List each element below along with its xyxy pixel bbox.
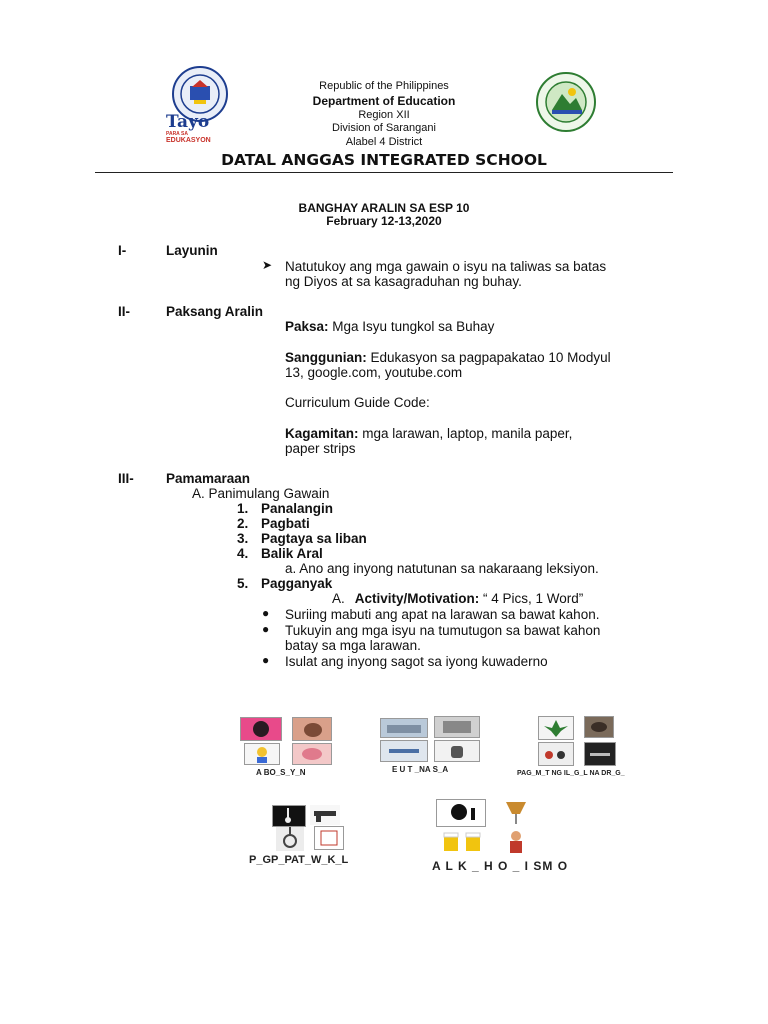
sanggunian-label: Sanggunian: xyxy=(285,350,367,365)
wine-glass-icon xyxy=(496,798,536,828)
step-2-label: Pagbati xyxy=(261,516,310,531)
step-4a: a. Ano ang inyong natutunan sa nakaraang leksiyon. xyxy=(285,561,599,576)
puzzle-3-pic-d xyxy=(584,742,616,766)
puzzle-4-pic-b xyxy=(310,805,340,825)
puzzle-2-clue: E U T _NA S_A xyxy=(392,765,449,774)
bullet-dot-icon: ● xyxy=(262,606,270,620)
sanggunian-line-2: 13, google.com, youtube.com xyxy=(285,365,463,380)
puzzle-5-pic-b xyxy=(496,798,536,828)
bullet-3: Isulat ang inyong sagot sa iyong kuwaderno xyxy=(285,654,548,669)
step-3-label: Pagtaya sa liban xyxy=(261,531,367,546)
sanggunian-line xyxy=(285,350,611,365)
step-5-label: Pagganyak xyxy=(261,576,333,591)
silhouette-icon xyxy=(241,718,281,740)
paksa-line xyxy=(285,319,494,334)
arrow-bullet-icon: ➤ xyxy=(262,258,273,272)
activity-line xyxy=(332,591,583,606)
pills-icon xyxy=(539,743,573,765)
puzzle-1-pic-d xyxy=(292,743,332,765)
baby-icon xyxy=(293,744,331,764)
drinker-icon xyxy=(437,800,485,826)
puzzle-3-pic-c xyxy=(538,742,574,766)
header-republic: Republic of the Philippines xyxy=(319,80,449,92)
plan-title: BANGHAY ARALIN SA ESP 10 xyxy=(298,201,470,215)
kagamitan-value: mga larawan, laptop, manila paper, xyxy=(358,426,573,441)
paksa-label: Paksa: xyxy=(285,319,329,334)
puzzle-3-pic-b xyxy=(584,716,614,738)
person-icon xyxy=(293,718,331,740)
puzzle-4-clue: P_GP_PAT_W_K_L xyxy=(249,854,349,866)
hospital-icon xyxy=(381,719,427,737)
bullet-dot-icon: ● xyxy=(262,622,270,636)
school-seal-logo xyxy=(536,72,596,132)
puzzle-2-pic-a xyxy=(380,718,428,738)
puzzle-5-pic-d xyxy=(496,829,536,855)
kagamitan-label: Kagamitan: xyxy=(285,426,359,441)
injection-icon xyxy=(381,741,427,761)
header-divider xyxy=(95,172,673,173)
activity-label: Activity/Motivation: xyxy=(354,591,480,606)
objective-line-1: Natutukoy ang mga gawain o isyu na taliwas sa batas xyxy=(285,259,607,274)
section-2-number: II- xyxy=(118,304,130,319)
step-2-number: 2. xyxy=(237,516,249,531)
tayo-logo-text: Tayo xyxy=(166,112,210,132)
header-region: Region XII xyxy=(358,109,410,121)
step-3-number: 3. xyxy=(237,531,249,546)
puzzle-5-pic-a xyxy=(436,799,486,827)
cartoon-icon xyxy=(245,744,279,764)
beer-mugs-icon xyxy=(436,829,490,855)
puzzle-1-pic-a xyxy=(240,717,282,741)
step-5-number: 5. xyxy=(237,576,249,591)
leaf-icon xyxy=(539,717,573,739)
puzzle-2-pic-d xyxy=(434,740,480,762)
puzzle-2-pic-c xyxy=(380,740,428,762)
puzzle-4-pic-c xyxy=(276,827,304,851)
tombstone-icon xyxy=(435,741,479,761)
tayo-logo xyxy=(166,114,230,145)
bullet-2-line-1: Tukuyin ang mga isyu na tumutugon sa bawat kahon xyxy=(285,623,601,638)
tayo-logo-sub: PARA SA xyxy=(166,131,188,137)
section-2-title: Paksang Aralin xyxy=(166,304,264,319)
gun-icon xyxy=(310,805,340,825)
header-department: Department of Education xyxy=(312,94,456,108)
puzzle-4-pic-a xyxy=(272,805,306,827)
noose-icon xyxy=(276,827,304,851)
hand-icon xyxy=(585,717,613,737)
activity-value: “ 4 Pics, 1 Word” xyxy=(479,591,584,606)
puzzle-1-clue: A BO_S_Y_N xyxy=(256,768,306,777)
puzzle-3-pic-a xyxy=(538,716,574,740)
school-seal-icon xyxy=(538,74,594,130)
sanggunian-value: Edukasyon sa pagpapakatao 10 Modyul xyxy=(366,350,611,365)
step-1-label: Panalangin xyxy=(261,501,334,516)
bullet-1: Suriing mabuti ang apat na larawan sa bawat kahon. xyxy=(285,607,600,622)
objective-line-2: ng Diyos at sa kasagraduhan ng buhay. xyxy=(285,274,522,289)
header-district: Alabel 4 District xyxy=(345,136,423,148)
hanging-icon xyxy=(273,806,305,826)
puzzle-1-pic-c xyxy=(244,743,280,765)
paksa-value: Mga Isyu tungkol sa Buhay xyxy=(328,319,495,334)
kagamitan-line-2: paper strips xyxy=(285,441,356,456)
plan-date: February 12-13,2020 xyxy=(326,214,442,228)
puzzle-5-clue: A L K _ H O _ I SM O xyxy=(432,859,569,873)
step-1-number: 1. xyxy=(237,501,249,516)
monitor-icon xyxy=(435,717,479,737)
puzzle-3-clue: PAG_M_T NG IL_G_L NA DR_G_ xyxy=(517,770,625,777)
step-4-number: 4. xyxy=(237,546,249,561)
section-1-number: I- xyxy=(118,243,127,258)
section-1-title: Layunin xyxy=(166,243,218,258)
puzzle-2-pic-b xyxy=(434,716,480,738)
syringe-icon xyxy=(585,743,615,765)
activity-letter: A. xyxy=(332,591,345,606)
drunk-man-icon xyxy=(496,829,536,855)
school-name: DATAL ANGGAS INTEGRATED SCHOOL xyxy=(221,151,547,169)
puzzle-4-pic-d xyxy=(314,826,344,850)
note-icon xyxy=(315,827,343,849)
tayo-logo-sub2: EDUKASYON xyxy=(166,137,211,144)
puzzle-5-pic-c xyxy=(436,829,490,855)
bullet-2-line-2: batay sa mga larawan. xyxy=(285,638,421,653)
section-3-number: III- xyxy=(118,471,134,486)
header-division: Division of Sarangani xyxy=(332,122,436,134)
panimulang-gawain: A. Panimulang Gawain xyxy=(192,486,330,501)
kagamitan-line xyxy=(285,426,572,441)
bullet-dot-icon: ● xyxy=(262,653,270,667)
section-3-title: Pamamaraan xyxy=(166,471,251,486)
puzzle-1-pic-b xyxy=(292,717,332,741)
curriculum-guide-code: Curriculum Guide Code: xyxy=(285,395,430,410)
step-4-label: Balik Aral xyxy=(261,546,323,561)
